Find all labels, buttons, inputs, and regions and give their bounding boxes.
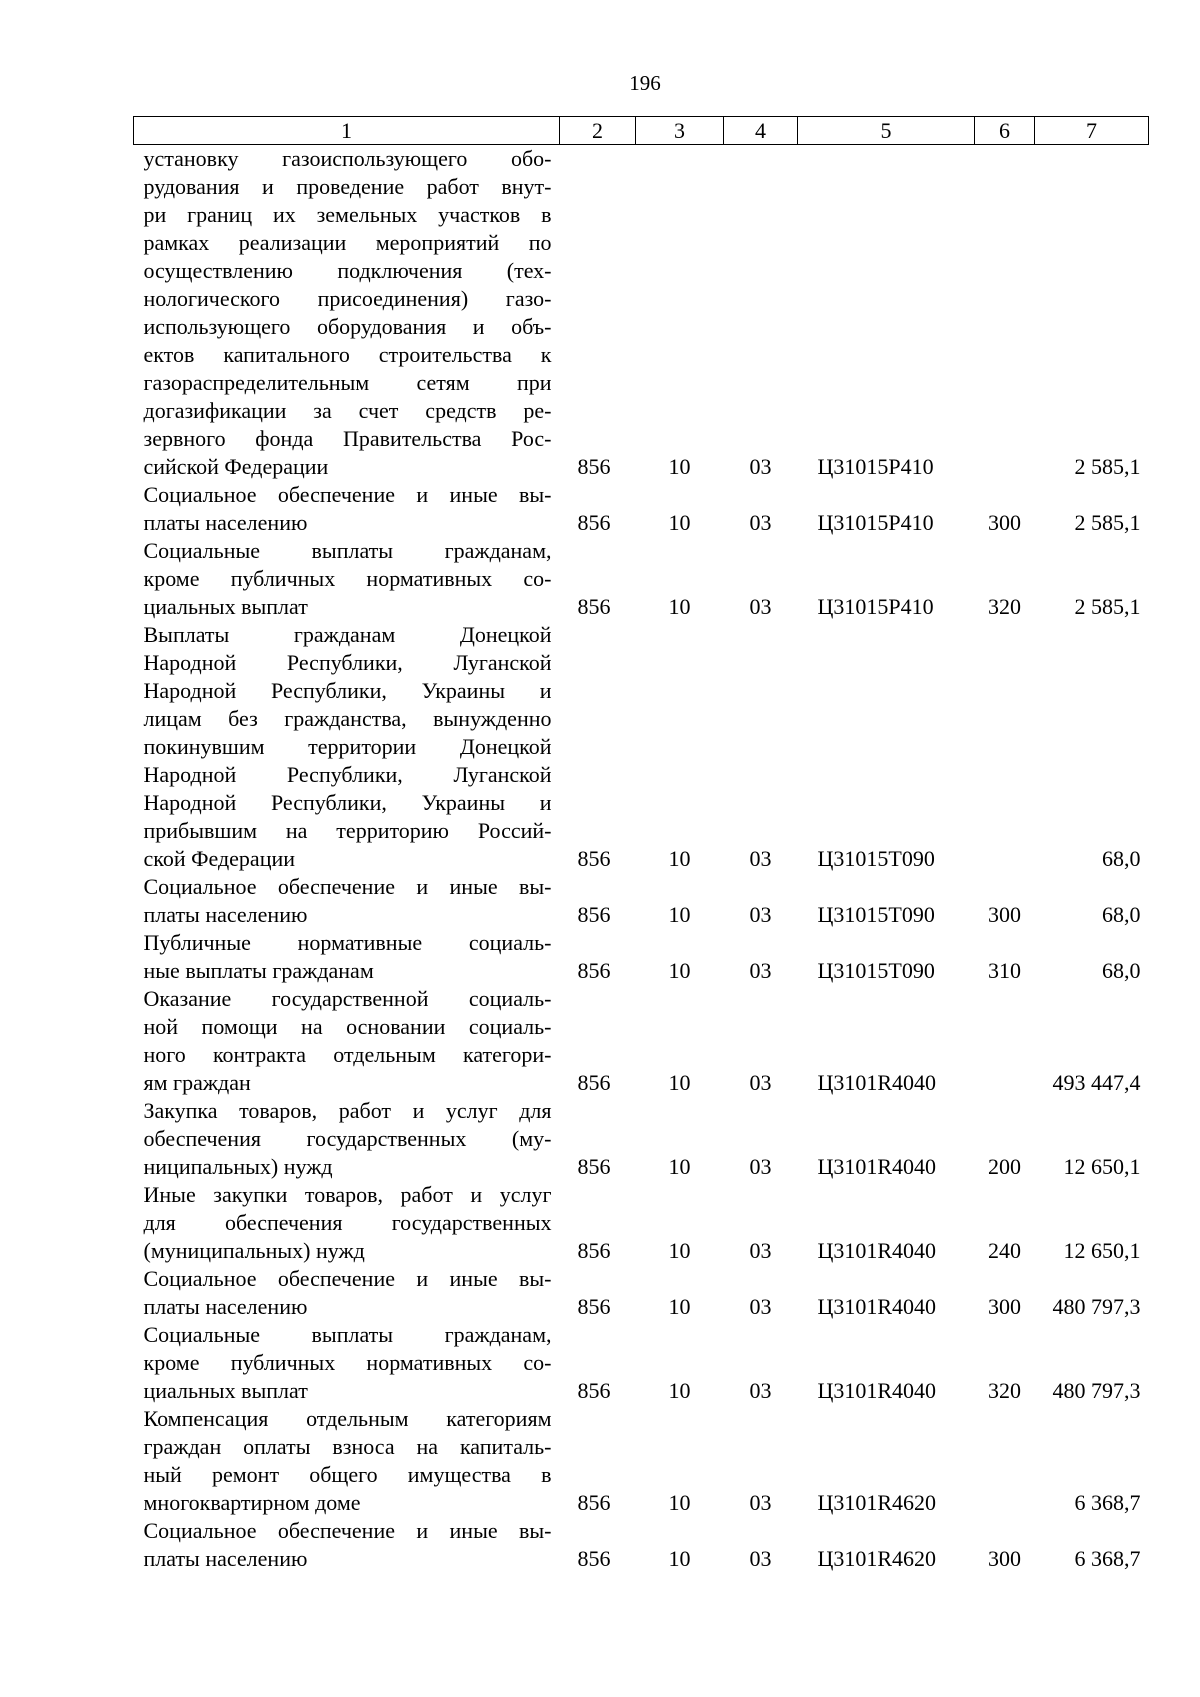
table-row	[134, 537, 1149, 621]
row-description	[134, 1321, 560, 1405]
row-target-article: Ц31015Т090	[817, 846, 935, 871]
row-amount: 68,0	[1102, 846, 1141, 871]
description-line: прибывшим на территорию Россий-	[143, 818, 552, 843]
row-description	[134, 1517, 560, 1573]
description-line: Социальное обеспечение и иные вы-	[143, 874, 552, 899]
table-row	[134, 1181, 1149, 1265]
description-line: платы населению	[143, 1294, 308, 1319]
description-line: газораспределительным сетям при	[143, 370, 552, 395]
row-ministry-code: 856	[577, 846, 611, 871]
description-line: использующего оборудования и объ-	[143, 314, 552, 339]
table-row	[134, 1405, 1149, 1517]
description-line: ного контракта отдельным категори-	[143, 1042, 552, 1067]
row-expense-type	[975, 985, 1035, 1097]
row-expense-type: 300	[988, 1546, 1021, 1571]
row-target-article: Ц3101R4040	[817, 1238, 937, 1263]
column-header: 3	[636, 117, 724, 145]
description-line: Социальные выплаты гражданам,	[143, 538, 552, 563]
description-line: ной помощи на основании социаль-	[143, 1014, 552, 1039]
row-expense-type: 300	[988, 1294, 1021, 1319]
description-line: зервного фонда Правительства Рос-	[143, 426, 552, 451]
row-amount: 12 650,1	[1063, 1238, 1141, 1263]
row-expense-type: 310	[988, 958, 1021, 983]
column-header: 4	[724, 117, 798, 145]
column-header: 6	[975, 117, 1035, 145]
description-line: Социальное обеспечение и иные вы-	[143, 1266, 552, 1291]
row-amount: 12 650,1	[1063, 1154, 1141, 1179]
row-section: 10	[668, 1070, 691, 1095]
row-section: 10	[668, 510, 691, 535]
row-description	[134, 481, 560, 537]
description-line: обеспечения государственных (му-	[143, 1126, 552, 1151]
column-header: 1	[134, 117, 560, 145]
description-line: граждан оплаты взноса на капиталь-	[143, 1434, 552, 1459]
row-ministry-code: 856	[577, 958, 611, 983]
row-description	[134, 621, 560, 873]
row-ministry-code: 856	[577, 1378, 611, 1403]
row-amount: 2 585,1	[1074, 454, 1141, 479]
row-subsection: 03	[749, 1294, 772, 1319]
row-subsection: 03	[749, 1154, 772, 1179]
row-section: 10	[668, 1238, 691, 1263]
row-subsection: 03	[749, 1546, 772, 1571]
row-description	[134, 145, 560, 482]
description-line: Иные закупки товаров, работ и услуг	[143, 1182, 552, 1207]
description-line: Публичные нормативные социаль-	[143, 930, 552, 955]
description-line: платы населению	[143, 1546, 308, 1571]
description-line: лицам без гражданства, вынужденно	[143, 706, 552, 731]
column-header: 5	[798, 117, 975, 145]
description-line: Компенсация отдельным категориям	[143, 1406, 552, 1431]
row-amount: 2 585,1	[1074, 510, 1141, 535]
row-target-article: Ц31015Р410	[817, 594, 934, 619]
row-target-article: Ц31015Р410	[817, 510, 934, 535]
description-line: догазификации за счет средств ре-	[143, 398, 552, 423]
table-row	[134, 929, 1149, 985]
row-description	[134, 1097, 560, 1181]
table-row	[134, 1265, 1149, 1321]
row-subsection: 03	[749, 1238, 772, 1263]
description-line: рудования и проведение работ внут-	[143, 174, 552, 199]
row-target-article: Ц3101R4620	[817, 1490, 937, 1515]
row-target-article: Ц3101R4040	[817, 1378, 937, 1403]
row-section: 10	[668, 1546, 691, 1571]
row-target-article: Ц31015Р410	[817, 454, 934, 479]
row-description	[134, 1405, 560, 1517]
row-description	[134, 929, 560, 985]
description-line: ям граждан	[143, 1070, 251, 1095]
description-line: сийской Федерации	[143, 454, 329, 479]
row-expense-type	[975, 1405, 1035, 1517]
row-description	[134, 1181, 560, 1265]
description-line: Оказание государственной социаль-	[143, 986, 552, 1011]
row-ministry-code: 856	[577, 594, 611, 619]
row-subsection: 03	[749, 958, 772, 983]
row-amount: 68,0	[1102, 958, 1141, 983]
row-section: 10	[668, 1154, 691, 1179]
description-line: циальных выплат	[143, 594, 308, 619]
description-line: Социальное обеспечение и иные вы-	[143, 482, 552, 507]
description-line: платы населению	[143, 510, 308, 535]
row-description	[134, 985, 560, 1097]
row-target-article: Ц3101R4620	[817, 1546, 937, 1571]
row-description	[134, 1265, 560, 1321]
description-line: рамках реализации мероприятий по	[143, 230, 552, 255]
row-subsection: 03	[749, 1490, 772, 1515]
row-subsection: 03	[749, 1378, 772, 1403]
row-subsection: 03	[749, 1070, 772, 1095]
description-line: ниципальных) нужд	[143, 1154, 333, 1179]
description-line: для обеспечения государственных	[143, 1210, 552, 1235]
row-section: 10	[668, 902, 691, 927]
description-line: платы населению	[143, 902, 308, 927]
table-row	[134, 1097, 1149, 1181]
table-header-row	[134, 117, 1149, 145]
description-line: ектов капитального строительства к	[143, 342, 552, 367]
row-expense-type: 200	[988, 1154, 1021, 1179]
row-subsection: 03	[749, 510, 772, 535]
description-line: установку газоиспользующего обо-	[143, 146, 552, 171]
description-line: циальных выплат	[143, 1378, 308, 1403]
description-line: ской Федерации	[143, 846, 296, 871]
row-target-article: Ц31015Т090	[817, 902, 935, 927]
table-row	[134, 985, 1149, 1097]
description-line: Народной Республики, Луганской	[143, 650, 552, 675]
row-section: 10	[668, 1378, 691, 1403]
description-line: Закупка товаров, работ и услуг для	[143, 1098, 552, 1123]
description-line: покинувшим территории Донецкой	[143, 734, 552, 759]
row-ministry-code: 856	[577, 902, 611, 927]
description-line: кроме публичных нормативных со-	[143, 566, 552, 591]
budget-table	[133, 116, 1149, 1573]
row-amount: 6 368,7	[1074, 1490, 1141, 1515]
row-target-article: Ц31015Т090	[817, 958, 935, 983]
description-line: Народной Республики, Луганской	[143, 762, 552, 787]
column-header: 2	[560, 117, 636, 145]
row-ministry-code: 856	[577, 1294, 611, 1319]
row-subsection: 03	[749, 846, 772, 871]
description-line: ри границ их земельных участков в	[143, 202, 552, 227]
description-line: ные выплаты гражданам	[143, 958, 374, 983]
table-row	[134, 481, 1149, 537]
table-row	[134, 1321, 1149, 1405]
description-line: многоквартирном доме	[143, 1490, 361, 1515]
description-line: Выплаты гражданам Донецкой	[143, 622, 552, 647]
row-expense-type	[975, 145, 1035, 482]
description-line: осуществлению подключения (тех-	[143, 258, 552, 283]
row-section: 10	[668, 1294, 691, 1319]
row-subsection: 03	[749, 902, 772, 927]
row-amount: 2 585,1	[1074, 594, 1141, 619]
row-expense-type: 320	[988, 1378, 1021, 1403]
row-amount: 68,0	[1102, 902, 1141, 927]
row-section: 10	[668, 454, 691, 479]
row-expense-type: 300	[988, 902, 1021, 927]
row-subsection: 03	[749, 454, 772, 479]
row-ministry-code: 856	[577, 1490, 611, 1515]
row-ministry-code: 856	[577, 1070, 611, 1095]
row-ministry-code: 856	[577, 1154, 611, 1179]
table-row	[134, 873, 1149, 929]
description-line: нологического присоединения) газо-	[143, 286, 552, 311]
row-subsection: 03	[749, 594, 772, 619]
row-ministry-code: 856	[577, 454, 611, 479]
row-amount: 480 797,3	[1052, 1378, 1141, 1403]
description-line: Народной Республики, Украины и	[143, 790, 552, 815]
row-expense-type: 240	[988, 1238, 1021, 1263]
row-target-article: Ц3101R4040	[817, 1294, 937, 1319]
description-line: ный ремонт общего имущества в	[143, 1462, 552, 1487]
table-row	[134, 1517, 1149, 1573]
table-row	[134, 621, 1149, 873]
description-line: Социальное обеспечение и иные вы-	[143, 1518, 552, 1543]
description-line: кроме публичных нормативных со-	[143, 1350, 552, 1375]
row-ministry-code: 856	[577, 510, 611, 535]
row-expense-type: 300	[988, 510, 1021, 535]
row-section: 10	[668, 958, 691, 983]
description-line: Социальные выплаты гражданам,	[143, 1322, 552, 1347]
row-amount: 6 368,7	[1074, 1546, 1141, 1571]
row-section: 10	[668, 594, 691, 619]
row-target-article: Ц3101R4040	[817, 1070, 937, 1095]
row-ministry-code: 856	[577, 1546, 611, 1571]
row-expense-type: 320	[988, 594, 1021, 619]
column-header: 7	[1035, 117, 1149, 145]
table-row	[134, 145, 1149, 482]
description-line: Народной Республики, Украины и	[143, 678, 552, 703]
row-section: 10	[668, 1490, 691, 1515]
table-body	[134, 145, 1149, 1574]
row-amount: 480 797,3	[1052, 1294, 1141, 1319]
row-description	[134, 537, 560, 621]
row-description	[134, 873, 560, 929]
row-section: 10	[668, 846, 691, 871]
description-line: (муниципальных) нужд	[143, 1238, 365, 1263]
row-amount: 493 447,4	[1052, 1070, 1141, 1095]
row-target-article: Ц3101R4040	[817, 1154, 937, 1179]
row-ministry-code: 856	[577, 1238, 611, 1263]
row-expense-type	[975, 621, 1035, 873]
page-number: 196	[629, 71, 661, 95]
